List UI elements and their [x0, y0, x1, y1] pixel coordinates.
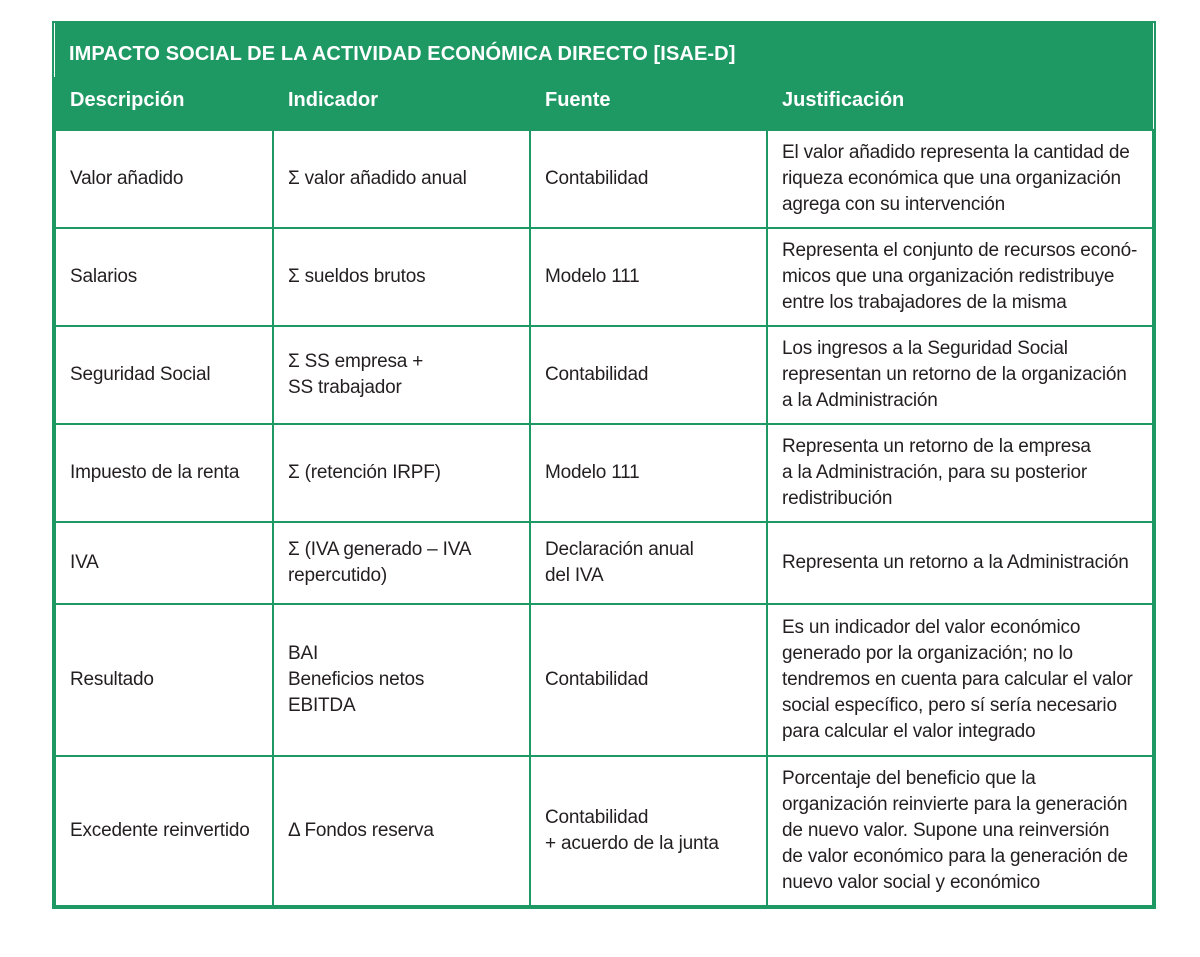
cell-text: Representa el conjunto de recursos econó- micos que una organización redistribuye entre los trabajadores de la misma: [782, 240, 1138, 313]
cell-text: Σ sueldos brutos: [288, 266, 426, 287]
cell-descripcion: [55, 424, 273, 522]
cell-indicador: [273, 756, 530, 906]
cell-text: Σ SS empresa + SS trabajador: [288, 351, 424, 398]
cell-text: Modelo 111: [545, 462, 640, 483]
cell-text: Seguridad Social: [70, 364, 211, 385]
cell-text: Contabilidad: [545, 168, 649, 189]
cell-fuente: [530, 130, 767, 228]
cell-text: IVA: [70, 552, 99, 573]
cell-descripcion: [55, 130, 273, 228]
isae-d-table-container: [52, 21, 1156, 909]
cell-text: Contabilidad + acuerdo de la junta: [545, 807, 719, 854]
table-header-row: [55, 77, 1153, 130]
table-row: [55, 228, 1153, 326]
column-header-fuente: Fuente: [530, 77, 767, 130]
cell-text: Es un indicador del valor económico generado por la organización; no lo tendremos en cuenta para calcular el valor social específico, pero sí sería necesario para calcular el valor integrado: [782, 617, 1133, 742]
cell-text: Declaración anual del IVA: [545, 539, 694, 586]
cell-justificacion: [767, 228, 1153, 326]
table-row: [55, 604, 1153, 756]
cell-justificacion: [767, 326, 1153, 424]
table-title-row: [55, 23, 1153, 77]
cell-fuente: [530, 424, 767, 522]
column-header-descripcion: Descripción: [55, 77, 273, 130]
cell-indicador: [273, 424, 530, 522]
cell-justificacion: [767, 522, 1153, 604]
cell-text: Δ Fondos reserva: [288, 820, 434, 841]
cell-descripcion: [55, 326, 273, 424]
cell-text: Contabilidad: [545, 669, 649, 690]
cell-text: Salarios: [70, 266, 138, 287]
cell-text: El valor añadido representa la cantidad de riqueza económica que una organización agrega con su intervención: [782, 142, 1130, 215]
cell-text: Contabilidad: [545, 364, 649, 385]
cell-fuente: [530, 522, 767, 604]
cell-fuente: [530, 604, 767, 756]
table-row: [55, 424, 1153, 522]
cell-indicador: [273, 604, 530, 756]
table-title: IMPACTO SOCIAL DE LA ACTIVIDAD ECONÓMICA DIRECTO [ISAE-D]: [55, 23, 1153, 77]
table-row: [55, 130, 1153, 228]
cell-text: Σ valor añadido anual: [288, 168, 467, 189]
table-row: [55, 326, 1153, 424]
cell-justificacion: [767, 604, 1153, 756]
cell-text: Valor añadido: [70, 168, 184, 189]
cell-indicador: [273, 522, 530, 604]
cell-descripcion: [55, 756, 273, 906]
table-row: [55, 756, 1153, 906]
cell-text: Representa un retorno de la empresa a la Administración, para su posterior redistribución: [782, 436, 1091, 509]
cell-descripcion: [55, 604, 273, 756]
cell-justificacion: [767, 130, 1153, 228]
cell-fuente: [530, 326, 767, 424]
cell-text: Representa un retorno a la Administración: [782, 552, 1129, 573]
table-row: [55, 522, 1153, 604]
cell-text: Porcentaje del beneficio que la organización reinvierte para la generación de nuevo valor. Supone una reinversión de valor económico para la generación de nuevo valor social y económico: [782, 768, 1128, 893]
cell-justificacion: [767, 756, 1153, 906]
cell-indicador: [273, 228, 530, 326]
cell-justificacion: [767, 424, 1153, 522]
cell-text: Impuesto de la renta: [70, 462, 240, 483]
cell-text: Resultado: [70, 669, 154, 690]
cell-text: Σ (retención IRPF): [288, 462, 441, 483]
cell-indicador: [273, 130, 530, 228]
cell-fuente: [530, 756, 767, 906]
cell-descripcion: [55, 522, 273, 604]
cell-text: Modelo 111: [545, 266, 640, 287]
cell-text: Σ (IVA generado – IVA repercutido): [288, 539, 472, 586]
cell-descripcion: [55, 228, 273, 326]
cell-fuente: [530, 228, 767, 326]
cell-text: Excedente reinvertido: [70, 820, 250, 841]
column-header-justificacion: Justificación: [767, 77, 1153, 130]
isae-d-table: [54, 23, 1154, 907]
cell-indicador: [273, 326, 530, 424]
cell-text: BAI Beneficios netos EBITDA: [288, 643, 425, 716]
cell-text: Los ingresos a la Seguridad Social representan un retorno de la organización a la Administración: [782, 338, 1127, 411]
column-header-indicador: Indicador: [273, 77, 530, 130]
